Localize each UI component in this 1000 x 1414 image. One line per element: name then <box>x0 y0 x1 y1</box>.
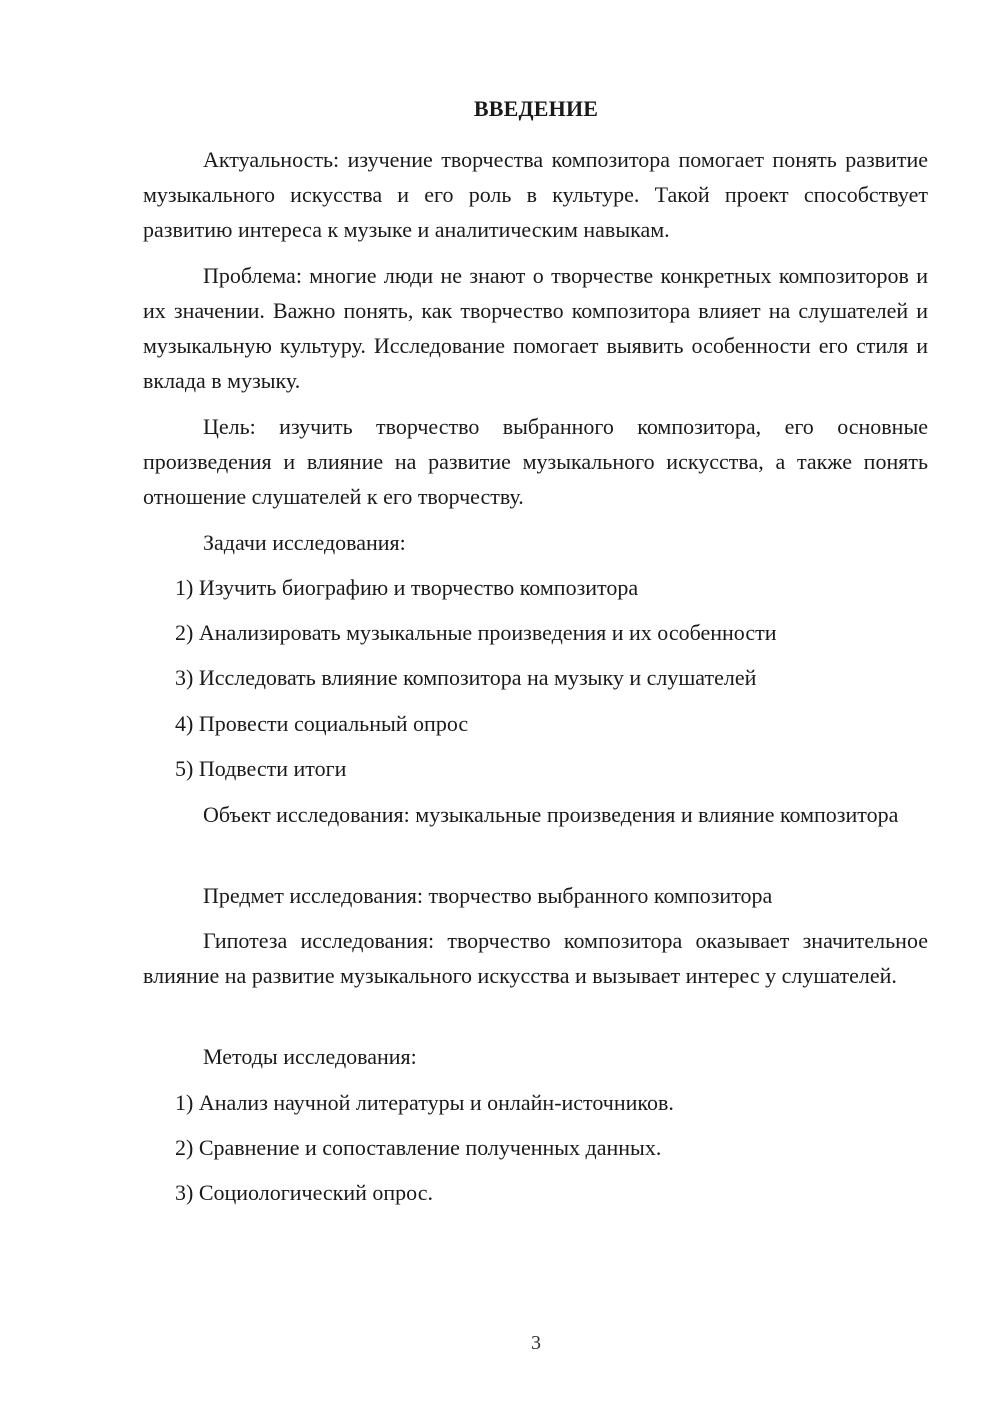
method-item: 1) Анализ научной литературы и онлайн-источников. <box>175 1090 674 1115</box>
object-paragraph: Объект исследования: музыкальные произведения и влияние композитора <box>203 802 899 827</box>
task-item: 4) Провести социальный опрос <box>175 711 469 736</box>
task-item: 5) Подвести итоги <box>175 756 347 781</box>
method-item: 2) Сравнение и сопоставление полученных данных. <box>175 1135 662 1160</box>
goal-paragraph: Цель: изучить творчество выбранного композитора, его основные произведения и влияние на развитие музыкального искусства, а также понять отношение слушателей к его творчеству. <box>143 414 928 509</box>
task-item: 2) Анализировать музыкальные произведения и их особенности <box>175 620 777 645</box>
page-number: 3 <box>531 1332 541 1354</box>
methods-heading: Методы исследования: <box>203 1044 417 1069</box>
relevance-paragraph: Актуальность: изучение творчества композитора помогает понять развитие музыкального искусства и его роль в культуре. Такой проект способствует развитию интереса к музыке и аналитическим навыкам. <box>143 147 928 242</box>
task-item: 1) Изучить биографию и творчество композитора <box>175 575 639 600</box>
hypothesis-paragraph: Гипотеза исследования: творчество композитора оказывает значительное влияние на развитие музыкального искусства и вызывает интерес у слушателей. <box>143 928 928 988</box>
problem-paragraph: Проблема: многие люди не знают о творчестве конкретных композиторов и их значении. Важно понять, как творчество композитора влияет на слушателей и музыкальную культуру. Исследование помогает выявить особенности его стиля и вклада в музыку. <box>143 263 928 393</box>
subject-paragraph: Предмет исследования: творчество выбранного композитора <box>203 883 773 908</box>
method-item: 3) Социологический опрос. <box>175 1180 433 1205</box>
tasks-heading: Задачи исследования: <box>203 530 406 555</box>
section-title: ВВЕДЕНИЕ <box>473 96 599 121</box>
task-item: 3) Исследовать влияние композитора на музыку и слушателей <box>175 665 757 690</box>
